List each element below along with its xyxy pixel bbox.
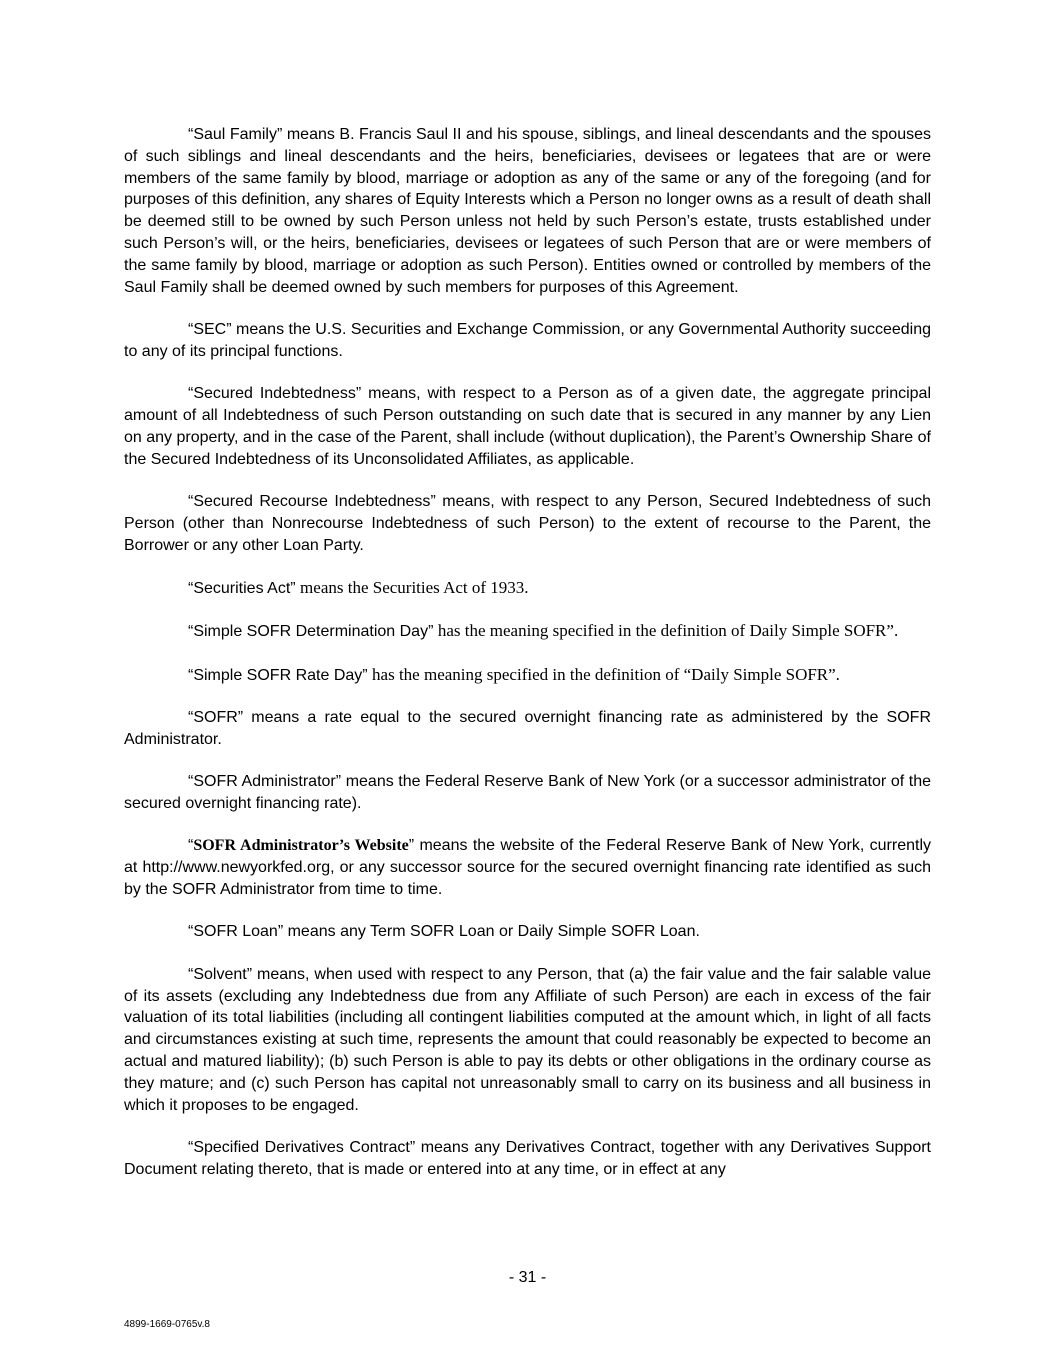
defined-term: Solvent	[193, 965, 247, 983]
definition-secured-recourse-indebtedness: “Secured Recourse Indebtedness” means, with respect to any Person, Secured Indebtedness of such Person (other than Nonrecourse Indebtedness of such Person) to the extent of recourse to the Parent, the Borrower or any other Loan Party.	[124, 492, 931, 554]
definition-text: means the U.S. Securities and Exchange Commission, or any Governmental Authority succeeding to any of its principal functions.	[124, 320, 931, 360]
page-number: - 31 -	[508, 1269, 547, 1286]
defined-term: SEC	[193, 320, 227, 338]
definition-text: means, with respect to a Person as of a given date, the aggregate principal amount of all Indebtedness of such Person outstanding on such date that is secured in any manner by any Lien on any property, and in the case of the Parent, shall include (without duplication), the Parent’s Ownership Share of the Secured Indebtedness of its Unconsolidated Affiliates, as applicable.	[124, 385, 932, 468]
defined-term: SOFR Administrator	[193, 773, 336, 791]
defined-term: SOFR Loan	[193, 923, 278, 941]
definition-securities-act: “Securities Act” means the Securities Act of 1933.	[188, 577, 529, 597]
defined-term: SOFR	[193, 709, 238, 727]
definition-sofr-administrator: “SOFR Administrator” means the Federal Reserve Bank of New York (or a successor administrator of the secured overnight financing rate).	[124, 773, 932, 813]
definition-text: means any Term SOFR Loan or Daily Simple SOFR Loan.	[287, 923, 700, 941]
definition-sofr-administrators-website: “SOFR Administrator’s Website” means the website of the Federal Reserve Bank of New York, currently at http://www.newyorkfed.org, or any successor source for the secured overnight financing rate identified as such by the SOFR Administrator from time to time.	[124, 837, 931, 899]
definition-text: means the Federal Reserve Bank of New York (or a successor administrator of the secured overnight financing rate).	[124, 773, 932, 813]
defined-term: Simple SOFR Rate Day	[193, 666, 363, 684]
definition-solvent: “Solvent” means, when used with respect to any Person, that (a) the fair value and the fair salable value of its assets (excluding any Indebtedness due from any Affiliate of such Person) are each in excess of the fair valuation of its total liabilities (including all contingent liabilities computed at the amount which, in light of all facts and circumstances existing at such time, represents the amount that could reasonably be expected to become an actual and matured liability); (b) such Person is able to pay its debts or other obligations in the ordinary course as they mature; and (c) such Person has capital not unreasonably small to carry on its business and all business in which it proposes to be engaged.	[124, 965, 932, 1114]
document-id: 4899-1669-0765v.8	[124, 1319, 210, 1330]
defined-term: Secured Indebtedness	[193, 385, 356, 403]
definition-simple-sofr-determination-day: “Simple SOFR Determination Day” has the meaning specified in the definition of Daily Simple SOFR”.	[188, 621, 899, 641]
defined-term: SOFR Administrator’s Website	[193, 837, 409, 855]
definition-text: means B. Francis Saul II and his spouse, siblings, and lineal descendants and the spouses of such siblings and lineal descendants and the heirs, beneficiaries, devisees or legatees that are or were members of the same family by blood, marriage or adoption as any of the same or any of the foregoing (and for purposes of this definition, any shares of Equity Interests which a Person no longer owns as a result of death shall be deemed still to be owned by such Person unless not held by such Person’s estate, trusts established under such Person’s will, or the heirs, beneficiaries, devisees or legatees of such Person that are or were members of the same family by blood, marriage or adoption as such Person). Entities owned or controlled by members of the Saul Family shall be deemed owned by such members for purposes of this Agreement.	[124, 126, 931, 296]
defined-term: Secured Recourse Indebtedness	[193, 492, 431, 510]
definition-text: means a rate equal to the secured overnight financing rate as administered by the SOFR Administrator.	[124, 709, 932, 748]
defined-term: Simple SOFR Determination Day	[193, 623, 429, 641]
definition-text: means the website of the Federal Reserve Bank of New York, currently at http://www.newyorkfed.org, or any successor source for the secured overnight financing rate identified as such by the SOFR Administrator from time to time.	[124, 837, 931, 899]
definition-sec: “SEC” means the U.S. Securities and Exchange Commission, or any Governmental Authority succeeding to any of its principal functions.	[124, 320, 931, 360]
definition-sofr: “SOFR” means a rate equal to the secured overnight financing rate as administered by the SOFR Administrator.	[124, 709, 932, 748]
definition-text: means the Securities Act of 1933.	[300, 577, 529, 597]
definition-text: means any Derivatives Contract, together with any Derivatives Support Document relating thereto, that is made or entered into at any time, or in effect at any	[124, 1139, 932, 1178]
definition-saul-family: “Saul Family” means B. Francis Saul II and his spouse, siblings, and lineal descendants and the spouses of such siblings and lineal descendants and the heirs, beneficiaries, devisees or legatees that are or were members of the same family by blood, marriage or adoption as any of the same or any of the foregoing (and for purposes of this definition, any shares of Equity Interests which a Person no longer owns as a result of death shall be deemed still to be owned by such Person unless not held by such Person’s estate, trusts established under such Person’s will, or the heirs, beneficiaries, devisees or legatees of such Person that are or were members of the same family by blood, marriage or adoption as such Person). Entities owned or controlled by members of the Saul Family shall be deemed owned by such members for purposes of this Agreement.	[124, 126, 931, 296]
definition-simple-sofr-rate-day: “Simple SOFR Rate Day” has the meaning specified in the definition of “Daily Simple SOFR”.	[188, 664, 840, 684]
definition-secured-indebtedness: “Secured Indebtedness” means, with respect to a Person as of a given date, the aggregate principal amount of all Indebtedness of such Person outstanding on such date that is secured in any manner by any Lien on any property, and in the case of the Parent, shall include (without duplication), the Parent’s Ownership Share of the Secured Indebtedness of its Unconsolidated Affiliates, as applicable.	[124, 385, 932, 468]
definition-specified-derivatives-contract: “Specified Derivatives Contract” means any Derivatives Contract, together with any Derivatives Support Document relating thereto, that is made or entered into at any time, or in effect at any	[124, 1139, 932, 1178]
definition-text: means, with respect to any Person, Secured Indebtedness of such Person (other than Nonrecourse Indebtedness of such Person) to the extent of recourse to the Parent, the Borrower or any other Loan Party.	[124, 492, 931, 554]
defined-term: Securities Act	[193, 579, 291, 597]
definition-text: has the meaning specified in the definition of “Daily Simple SOFR”.	[372, 664, 840, 684]
definition-text: means, when used with respect to any Person, that (a) the fair value and the fair salable value of its assets (excluding any Indebtedness due from any Affiliate of such Person) are each in excess of the fair valuation of its total liabilities (including all contingent liabilities computed at the amount which, in light of all facts and circumstances existing at such time, represents the amount that could reasonably be expected to become an actual and matured liability); (b) such Person is able to pay its debts or other obligations in the ordinary course as they mature; and (c) such Person has capital not unreasonably small to carry on its business and all business in which it proposes to be engaged.	[124, 965, 932, 1114]
document-body	[124, 124, 931, 1201]
definition-text: has the meaning specified in the definition of Daily Simple SOFR”.	[437, 621, 899, 641]
defined-term: Specified Derivatives Contract	[193, 1139, 410, 1157]
defined-term: Saul Family	[193, 126, 277, 143]
definition-sofr-loan: “SOFR Loan” means any Term SOFR Loan or Daily Simple SOFR Loan.	[188, 923, 700, 941]
